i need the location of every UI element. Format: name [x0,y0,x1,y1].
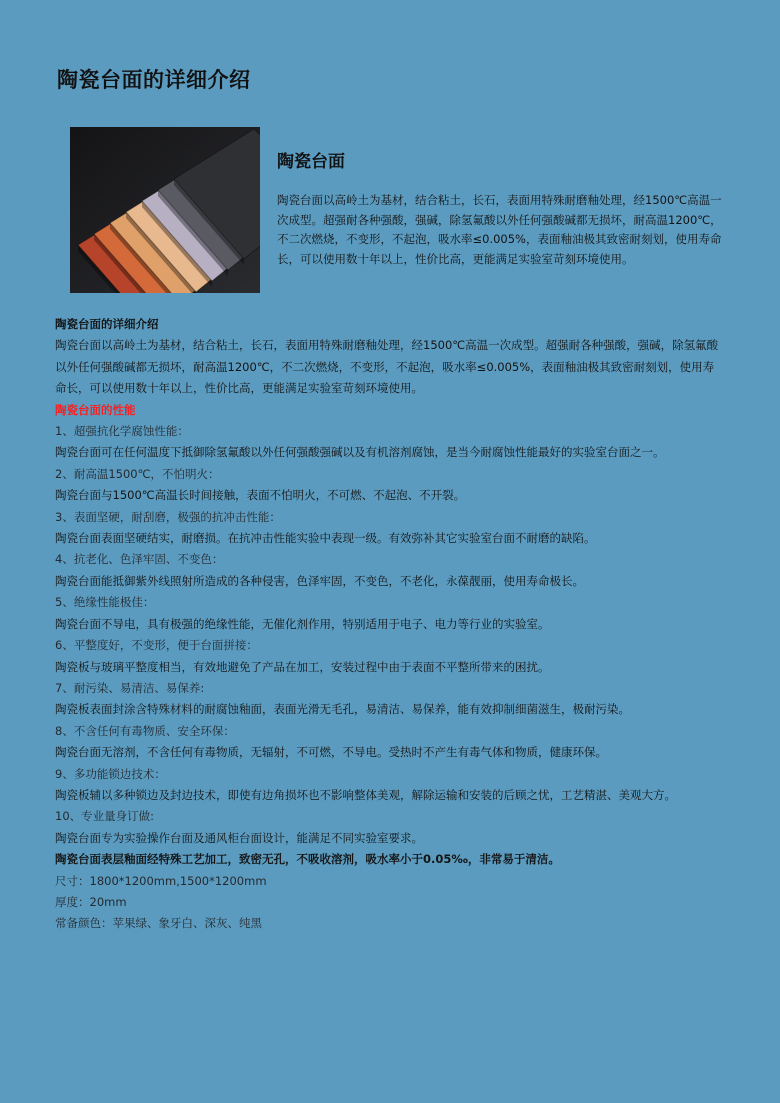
ceramic-slabs-illustration [70,127,260,293]
performance-item-title: 10、专业量身订做: [55,809,155,824]
performance-item-text: 陶瓷台面与1500℃高温长时间接触，表面不怕明火，不可燃、不起泡、不开裂。 [55,488,466,503]
product-title: 陶瓷台面 [277,152,345,172]
performance-item-text: 陶瓷板辅以多种锁边及封边技术，即使有边角损坏也不影响整体美观，解除运输和安装的后顾之忧，工艺精湛、美观大方。 [55,787,676,802]
performance-item-text: 陶瓷台面不导电，具有极强的绝缘性能，无催化剂作用，特别适用于电子、电力等行业的实验室。 [55,616,550,631]
performance-item-text: 陶瓷台面能抵御紫外线照射所造成的各种侵害，色泽牢固，不变色，不老化，永葆靓丽，使用寿命极长。 [55,573,584,588]
ceramic-countertop-image [70,127,260,293]
performance-item-text: 陶瓷台面可在任何温度下抵御除氢氟酸以外任何强酸强碱以及有机溶剂腐蚀，是当今耐腐蚀性能最好的实验室台面之一。 [55,445,665,460]
performance-item-title: 7、耐污染、易清洁、易保养: [55,680,205,695]
spec-size: 尺寸：1800*1200mm,1500*1200mm [55,873,267,888]
spec-colors: 常备颜色：苹果绿、象牙白、深灰、纯黑 [55,916,262,931]
product-description: 陶瓷台面以高岭土为基材，结合粘土，长石，表面用特殊耐磨釉处理，经1500℃高温一次成型。超强耐各种强酸，强碱，除氢氟酸以外任何强酸碱都无损坏，耐高温1200℃，不二次燃烧，不变形，不起泡，吸水率≤0.005%，表面釉油极其致密耐刻划，使用寿命长，可以使用数十年以上，性价比高，更能满足实验室苛刻环境使用。 [277,193,722,266]
detail-section [55,314,723,935]
spec-thickness: 厚度：20mm [55,894,127,909]
performance-item-text: 陶瓷台面专为实验操作台面及通风柜台面设计，能满足不同实验室要求。 [55,830,423,845]
performance-item-text: 陶瓷板表面封涂含特殊材料的耐腐蚀釉面，表面光滑无毛孔，易清洁、易保养，能有效抑制细菌滋生，极耐污染。 [55,702,630,717]
performance-item-title: 4、抗老化、色泽牢固、不变色： [55,552,224,567]
performance-item-title: 5、绝缘性能极佳： [55,595,155,610]
performance-heading: 陶瓷台面的性能 [55,402,136,417]
performance-item-text: 陶瓷台面无溶剂，不含任何有毒物质，无辐射，不可燃，不导电。受热时不产生有毒气体和物质，健康环保。 [55,745,607,760]
performance-item-text: 陶瓷板与玻璃平整度相当，有效地避免了产品在加工，安装过程中由于表面不平整所带来的困扰。 [55,659,550,674]
intro-heading: 陶瓷台面的详细介绍 [55,317,159,331]
performance-item-title: 1、超强抗化学腐蚀性能： [55,424,189,439]
performance-item-title: 2、耐高温1500℃，不怕明火： [55,466,220,481]
performance-item-title: 8、不含任何有毒物质、安全环保： [55,723,235,738]
performance-item-title: 9、多功能锁边技术： [55,766,166,781]
performance-item-text: 陶瓷台面表面坚硬结实，耐磨损。在抗冲击性能实验中表现一级。有效弥补其它实验室台面不耐磨的缺陷。 [55,531,596,546]
performance-item-title: 3、表面坚硬，耐刮磨，极强的抗冲击性能： [55,509,281,524]
summary-text: 陶瓷台面表层釉面经特殊工艺加工，致密无孔，不吸收溶剂，吸水率小于0.05‰，非常易于清洁。 [55,852,560,867]
page-title: 陶瓷台面的详细介绍 [57,68,251,92]
performance-item-title: 6、平整度好，不变形，便于台面拼接： [55,638,258,653]
intro-text: 陶瓷台面以高岭土为基材，结合粘土，长石，表面用特殊耐磨釉处理，经1500℃高温一次成型。超强耐各种强酸，强碱，除氢氟酸以外任何强酸碱都无损坏，耐高温1200℃，不二次燃烧，不变形，不起泡，吸水率≤0.005%，表面釉油极其致密耐刻划，使用寿命长，可以使用数十年以上，性价比高，更能满足实验室苛刻环境使用。 [55,338,719,396]
